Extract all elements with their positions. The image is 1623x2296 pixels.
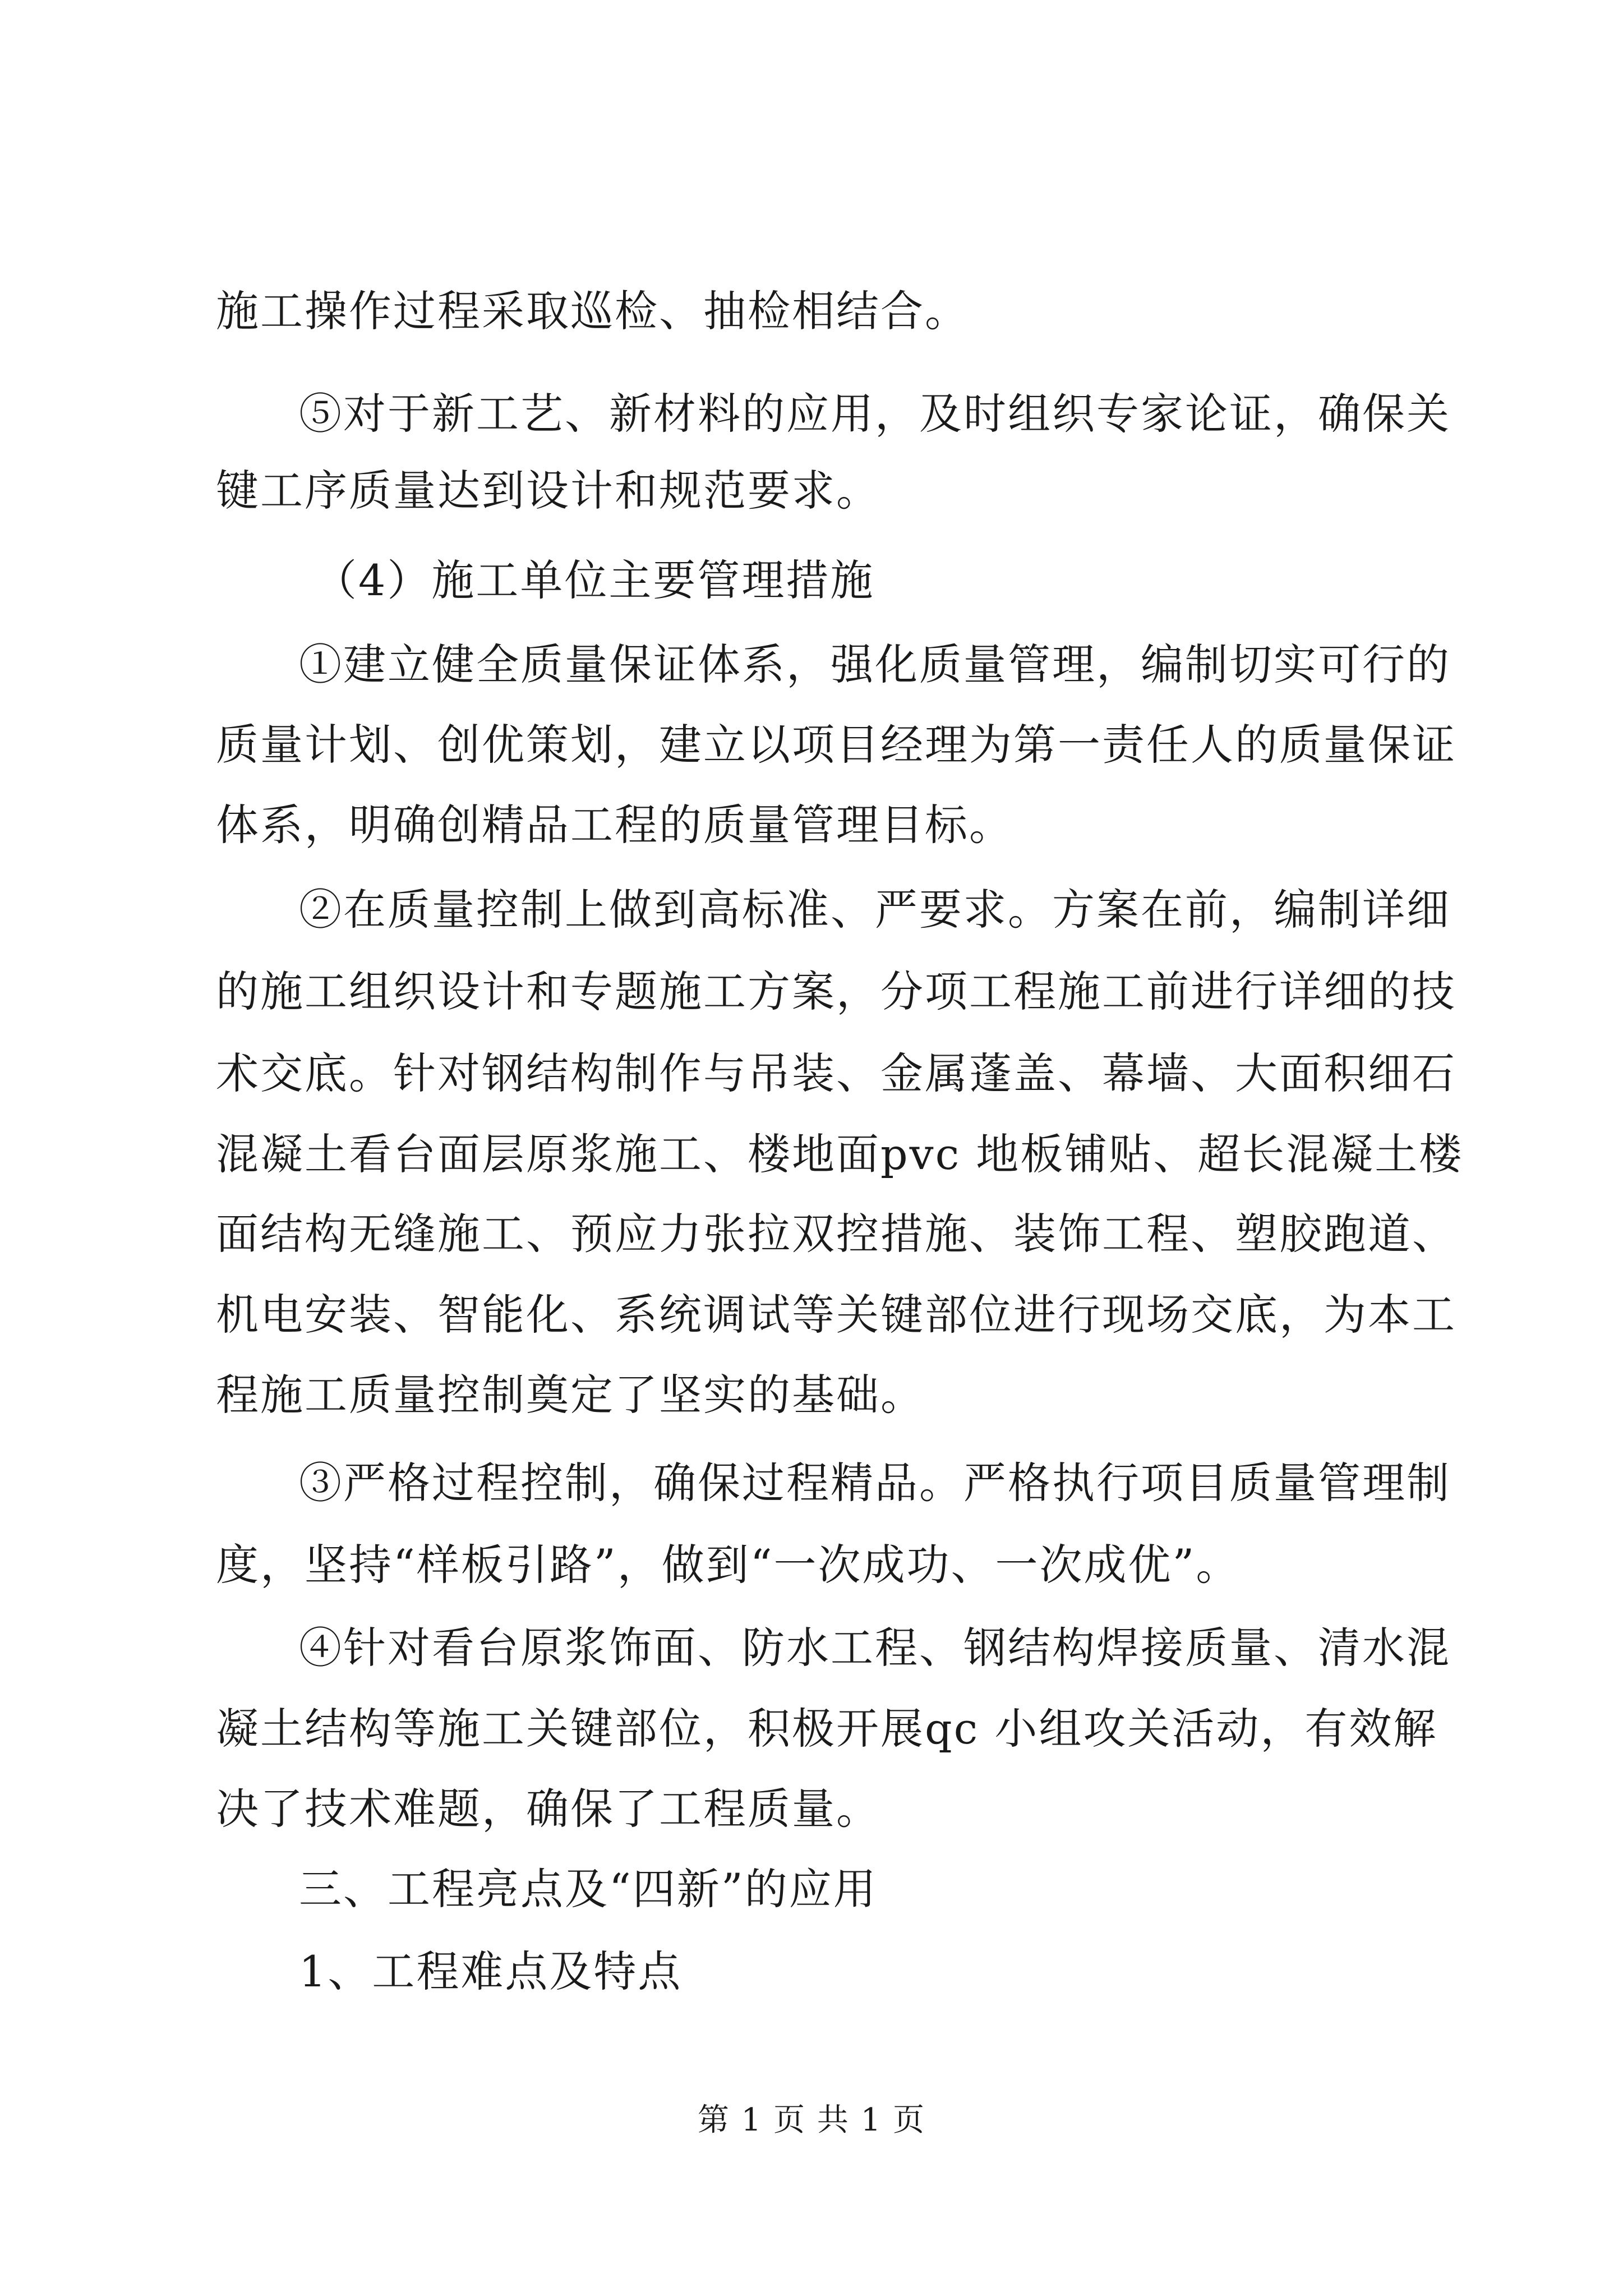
text-line: ②在质量控制上做到高标准、严要求。方案在前，编制详细 xyxy=(299,885,1451,935)
text-line: 混凝土看台面层原浆施工、楼地面pvc 地板铺贴、超长混凝土楼 xyxy=(216,1129,1464,1179)
text-line: 的施工组织设计和专题施工方案，分项工程施工前进行详细的技 xyxy=(216,967,1456,1016)
page-footer: 第 1 页 共 1 页 xyxy=(697,2102,926,2138)
text-line: ⑤对于新工艺、新材料的应用，及时组织专家论证，确保关 xyxy=(299,389,1451,439)
section-heading: 1、工程难点及特点 xyxy=(299,1947,683,1996)
text-line: 质量计划、创优策划，建立以项目经理为第一责任人的质量保证 xyxy=(216,720,1456,770)
text-line: 决了技术难题，确保了工程质量。 xyxy=(216,1784,880,1834)
section-heading: 三、工程亮点及“四新”的应用 xyxy=(299,1864,878,1914)
text-line: 键工序质量达到设计和规范要求。 xyxy=(216,466,880,516)
text-line: 机电安装、智能化、系统调试等关键部位进行现场交底，为本工 xyxy=(216,1290,1456,1340)
text-line: 面结构无缝施工、预应力张拉双控措施、装饰工程、塑胶跑道、 xyxy=(216,1209,1456,1259)
text-line: 度，坚持“样板引路”，做到“一次成功、一次成优”。 xyxy=(216,1540,1241,1590)
section-heading: （4）施工单位主要管理措施 xyxy=(314,555,875,605)
text-line: 程施工质量控制奠定了坚实的基础。 xyxy=(216,1370,925,1420)
text-line: ③严格过程控制，确保过程精品。严格执行项目质量管理制 xyxy=(299,1458,1451,1508)
text-line: ①建立健全质量保证体系，强化质量管理，编制切实可行的 xyxy=(299,639,1451,689)
text-line: 术交底。针对钢结构制作与吊装、金属蓬盖、幕墙、大面积细石 xyxy=(216,1048,1456,1098)
text-line: 施工操作过程采取巡检、抽检相结合。 xyxy=(216,286,969,336)
text-line: ④针对看台原浆饰面、防水工程、钢结构焊接质量、清水混 xyxy=(299,1623,1451,1673)
text-line: 凝土结构等施工关键部位，积极开展qc 小组攻关活动，有效解 xyxy=(216,1704,1438,1754)
text-line: 体系，明确创精品工程的质量管理目标。 xyxy=(216,800,1013,850)
